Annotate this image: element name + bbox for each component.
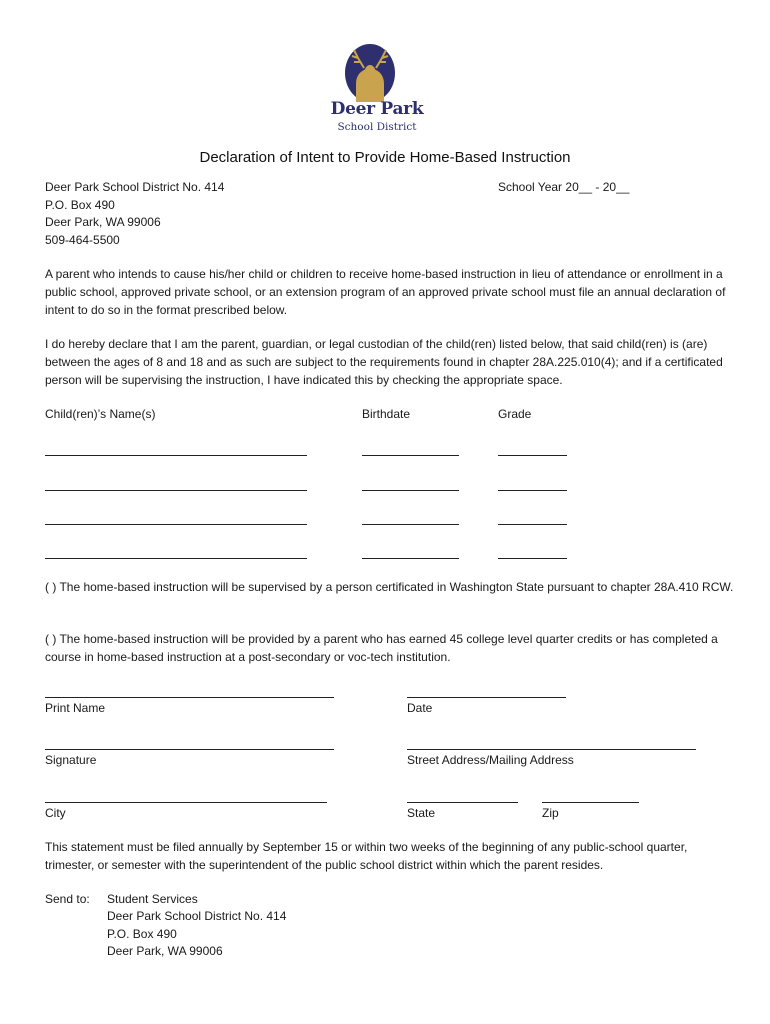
send-to-line1: Student Services xyxy=(107,892,198,906)
birthdate-field[interactable] xyxy=(362,524,459,525)
logo-subtitle: School District xyxy=(337,121,417,133)
intro-paragraph: A parent who intends to cause his/her child or children to receive home-based instruction in lieu of attendance or enrollment in a public school, approved private school, or an extension program of an approved private school must file an annual declaration of intent to do so in the format prescribed below. xyxy=(45,267,726,317)
street-address-field[interactable] xyxy=(407,749,696,750)
logo-name: Deer Park xyxy=(330,99,424,119)
grade-field[interactable] xyxy=(498,558,567,559)
send-to-line2: Deer Park School District No. 414 xyxy=(107,909,287,923)
child-name-field[interactable] xyxy=(45,558,307,559)
street-address-label: Street Address/Mailing Address xyxy=(407,753,574,767)
district-address-line3: Deer Park, WA 99006 xyxy=(45,215,161,229)
page-title: Declaration of Intent to Provide Home-Based Instruction xyxy=(199,149,571,166)
declaration-paragraph: I do hereby declare that I am the parent, guardian, or legal custodian of the child(ren) listed below, that said child(ren) is (are) between the ages of 8 and 18 and as such are subject to the requirements found in chapter 28A.225.010(4); and if a certificated person will be supervising the instruction, I have indicated this by checking the appropriate space. xyxy=(45,337,723,387)
grade-header: Grade xyxy=(498,407,532,421)
deer-emblem-icon xyxy=(312,44,442,102)
birthdate-field[interactable] xyxy=(362,558,459,559)
zip-label: Zip xyxy=(542,806,559,820)
birthdate-field[interactable] xyxy=(362,455,459,456)
child-name-field[interactable] xyxy=(45,455,307,456)
child-name-field[interactable] xyxy=(45,490,307,491)
school-year-field[interactable]: School Year 20__ - 20__ xyxy=(498,180,630,194)
parent-qualified-option[interactable]: ( ) The home-based instruction will be provided by a parent who has earned 45 college level quarter credits or has completed a course in home-based instruction at a post-secondary or voc-tech institution. xyxy=(45,632,718,664)
birthdate-field[interactable] xyxy=(362,490,459,491)
district-address-line2: P.O. Box 490 xyxy=(45,198,115,212)
zip-field[interactable] xyxy=(542,802,639,803)
print-name-field[interactable] xyxy=(45,697,334,698)
signature-label: Signature xyxy=(45,753,97,767)
children-names-header: Child(ren)’s Name(s) xyxy=(45,407,156,421)
grade-field[interactable] xyxy=(498,524,567,525)
state-field[interactable] xyxy=(407,802,518,803)
send-to-line3: P.O. Box 490 xyxy=(107,927,177,941)
certificated-supervision-option[interactable]: ( ) The home-based instruction will be supervised by a person certificated in Washington State pursuant to chapter 28A.410 RCW. xyxy=(45,580,734,594)
grade-field[interactable] xyxy=(498,490,567,491)
print-name-label: Print Name xyxy=(45,701,106,715)
city-label: City xyxy=(45,806,66,820)
state-label: State xyxy=(407,806,436,820)
grade-field[interactable] xyxy=(498,455,567,456)
filing-statement: This statement must be filed annually by September 15 or within two weeks of the beginning of any public-school quarter, trimester, or semester with the superintendent of the public school district within which the parent resides. xyxy=(45,840,688,872)
district-phone: 509-464-5500 xyxy=(45,233,120,247)
city-field[interactable] xyxy=(45,802,327,803)
birthdate-header: Birthdate xyxy=(362,407,411,421)
signature-field[interactable] xyxy=(45,749,334,750)
date-field[interactable] xyxy=(407,697,566,698)
send-to-line4: Deer Park, WA 99006 xyxy=(107,944,223,958)
district-logo xyxy=(312,44,442,136)
child-name-field[interactable] xyxy=(45,524,307,525)
date-label: Date xyxy=(407,701,433,715)
district-address-line1: Deer Park School District No. 414 xyxy=(45,180,225,194)
send-to-label: Send to: xyxy=(45,892,90,906)
